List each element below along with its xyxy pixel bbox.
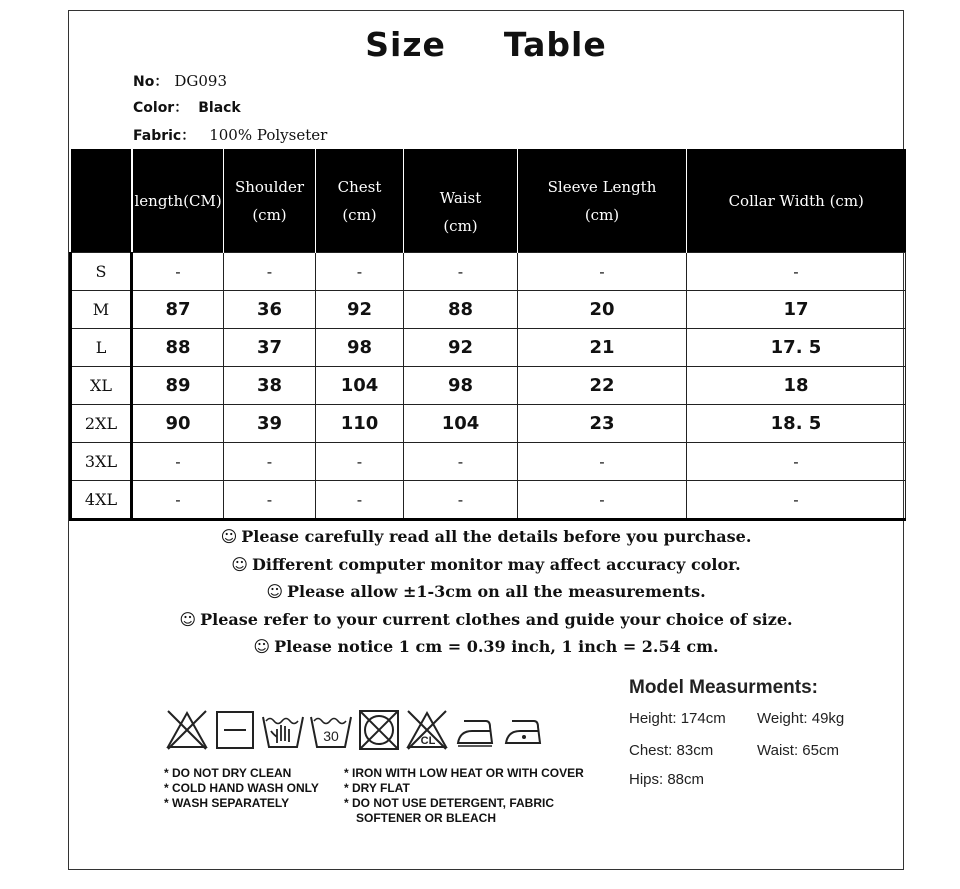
size-cell: -	[316, 481, 404, 520]
header-shoulder	[224, 149, 316, 253]
care-icons-row	[164, 707, 546, 753]
size-cell: 22	[518, 367, 687, 405]
product-fabric	[133, 125, 327, 145]
size-table-body	[71, 253, 906, 520]
care-line: * IRON WITH LOW HEAT OR WITH COVER	[344, 766, 584, 780]
page-title	[69, 25, 903, 64]
dry-flat-icon	[212, 707, 258, 753]
header-chest-label: Chest	[337, 177, 382, 196]
size-table-header-row	[71, 149, 906, 253]
note-item	[69, 606, 903, 634]
header-corner	[71, 149, 132, 253]
product-color-label: Color：	[133, 100, 189, 116]
size-cell: 23	[518, 405, 687, 443]
size-cell: 90	[132, 405, 224, 443]
header-sleeve-unit: (cm)	[584, 205, 620, 224]
size-cell: -	[687, 253, 906, 291]
model-chest: Chest: 83cm	[629, 742, 714, 759]
size-cell: 98	[316, 329, 404, 367]
note-text: Different computer monitor may affect accuracy color.	[251, 554, 741, 574]
size-cell: 18. 5	[687, 405, 906, 443]
size-label: L	[71, 329, 132, 367]
note-text: Please notice 1 cm = 0.39 inch, 1 inch = 2.54 cm.	[274, 637, 719, 656]
size-cell: -	[687, 443, 906, 481]
model-hips: Hips: 88cm	[629, 771, 705, 788]
header-shoulder-unit: (cm)	[252, 205, 287, 224]
header-shoulder-label: Shoulder	[234, 177, 305, 196]
size-cell: 17	[687, 291, 906, 329]
size-row-xl	[71, 367, 906, 405]
size-cell: -	[132, 443, 224, 481]
hand-wash-icon	[260, 707, 306, 753]
size-cell: 87	[132, 291, 224, 329]
product-color-value: Black	[198, 100, 241, 116]
size-row-4xl	[71, 481, 906, 520]
note-item	[69, 551, 903, 579]
product-fabric-label: Fabric：	[133, 128, 196, 144]
size-cell: -	[132, 253, 224, 291]
product-number	[133, 71, 227, 91]
product-color	[133, 97, 241, 117]
header-waist	[404, 149, 518, 253]
iron-low-heat-icon	[452, 707, 498, 753]
title-word-size: Size	[365, 25, 446, 64]
size-cell: 92	[316, 291, 404, 329]
note-text: Please allow ±1-3cm on all the measurements.	[287, 582, 706, 601]
size-cell: 38	[224, 367, 316, 405]
size-cell: -	[404, 253, 518, 291]
care-instructions-left	[164, 766, 319, 811]
size-cell: 88	[132, 329, 224, 367]
size-cell: 104	[316, 367, 404, 405]
model-title: Model Measurments:	[629, 677, 818, 698]
no-bleach-icon	[404, 707, 450, 753]
size-row-l	[71, 329, 906, 367]
size-chart-frame	[68, 10, 904, 870]
note-item	[69, 523, 903, 551]
product-number-value: DG093	[174, 72, 227, 90]
size-cell: -	[316, 443, 404, 481]
size-cell: 110	[316, 405, 404, 443]
size-cell: 92	[404, 329, 518, 367]
size-cell: -	[518, 443, 687, 481]
size-cell: -	[518, 253, 687, 291]
wash-30-icon	[308, 707, 354, 753]
note-text: Please refer to your current clothes and guide your choice of size.	[200, 609, 793, 629]
care-line: * DO NOT USE DETERGENT, FABRIC	[344, 796, 555, 810]
size-cell: -	[404, 481, 518, 520]
size-cell: -	[224, 481, 316, 520]
size-cell: -	[518, 481, 687, 520]
size-cell: 17. 5	[687, 329, 906, 367]
header-collar-label: Collar Width (cm)	[728, 191, 864, 210]
size-label: M	[71, 291, 132, 329]
product-fabric-value: 100% Polyseter	[209, 126, 328, 144]
smiley-icon: ☺	[220, 527, 238, 546]
size-label: XL	[71, 367, 132, 405]
size-cell: 37	[224, 329, 316, 367]
notes-block	[69, 523, 903, 661]
size-cell: 20	[518, 291, 687, 329]
header-waist-label: Waist	[439, 188, 482, 207]
wash-temp-label: 30	[323, 728, 339, 744]
note-item	[69, 633, 903, 661]
care-line: * DRY FLAT	[344, 781, 410, 795]
size-cell: 18	[687, 367, 906, 405]
size-cell: 39	[224, 405, 316, 443]
size-cell: -	[224, 443, 316, 481]
smiley-icon: ☺	[266, 582, 283, 601]
size-row-3xl	[71, 443, 906, 481]
size-row-s	[71, 253, 906, 291]
size-cell: -	[132, 481, 224, 520]
smiley-icon: ☺	[231, 554, 248, 574]
size-cell: -	[316, 253, 404, 291]
no-tumble-dry-icon	[356, 707, 402, 753]
model-height: Height: 174cm	[629, 710, 726, 727]
size-cell: 98	[404, 367, 518, 405]
size-cell: 104	[404, 405, 518, 443]
care-line: * DO NOT DRY CLEAN	[164, 766, 292, 780]
size-label: S	[71, 253, 132, 291]
header-sleeve-length	[518, 149, 687, 253]
care-line: * WASH SEPARATELY	[164, 796, 290, 810]
care-line: SOFTENER OR BLEACH	[356, 811, 497, 825]
size-label: 2XL	[71, 405, 132, 443]
size-row-2xl	[71, 405, 906, 443]
title-word-table: Table	[503, 25, 607, 64]
note-text: Please carefully read all the details before you purchase.	[241, 527, 752, 546]
model-waist: Waist: 65cm	[757, 742, 839, 759]
product-number-label: No：	[133, 74, 169, 90]
care-instructions-right	[344, 766, 584, 826]
header-length-label: length(CM)	[134, 191, 222, 210]
header-length	[132, 149, 224, 253]
model-measurements	[629, 677, 845, 788]
header-sleeve-label: Sleeve Length	[547, 177, 657, 196]
size-cell: 21	[518, 329, 687, 367]
size-label: 4XL	[71, 481, 132, 520]
smiley-icon: ☺	[253, 637, 271, 656]
size-cell: -	[687, 481, 906, 520]
size-label: 3XL	[71, 443, 132, 481]
note-item	[69, 578, 903, 606]
header-collar-width	[687, 149, 906, 253]
header-chest	[316, 149, 404, 253]
size-cell: 36	[224, 291, 316, 329]
size-cell: -	[224, 253, 316, 291]
size-cell: -	[404, 443, 518, 481]
size-table	[69, 149, 906, 521]
no-dry-clean-icon	[164, 707, 210, 753]
smiley-icon: ☺	[179, 609, 197, 629]
care-line: * COLD HAND WASH ONLY	[164, 781, 319, 795]
iron-icon	[500, 707, 546, 753]
size-cell: 88	[404, 291, 518, 329]
header-chest-unit: (cm)	[342, 205, 377, 224]
bleach-mark-label: CL	[420, 735, 436, 747]
header-waist-unit: (cm)	[443, 216, 478, 235]
size-row-m	[71, 291, 906, 329]
size-cell: 89	[132, 367, 224, 405]
model-weight: Weight: 49kg	[757, 710, 845, 727]
